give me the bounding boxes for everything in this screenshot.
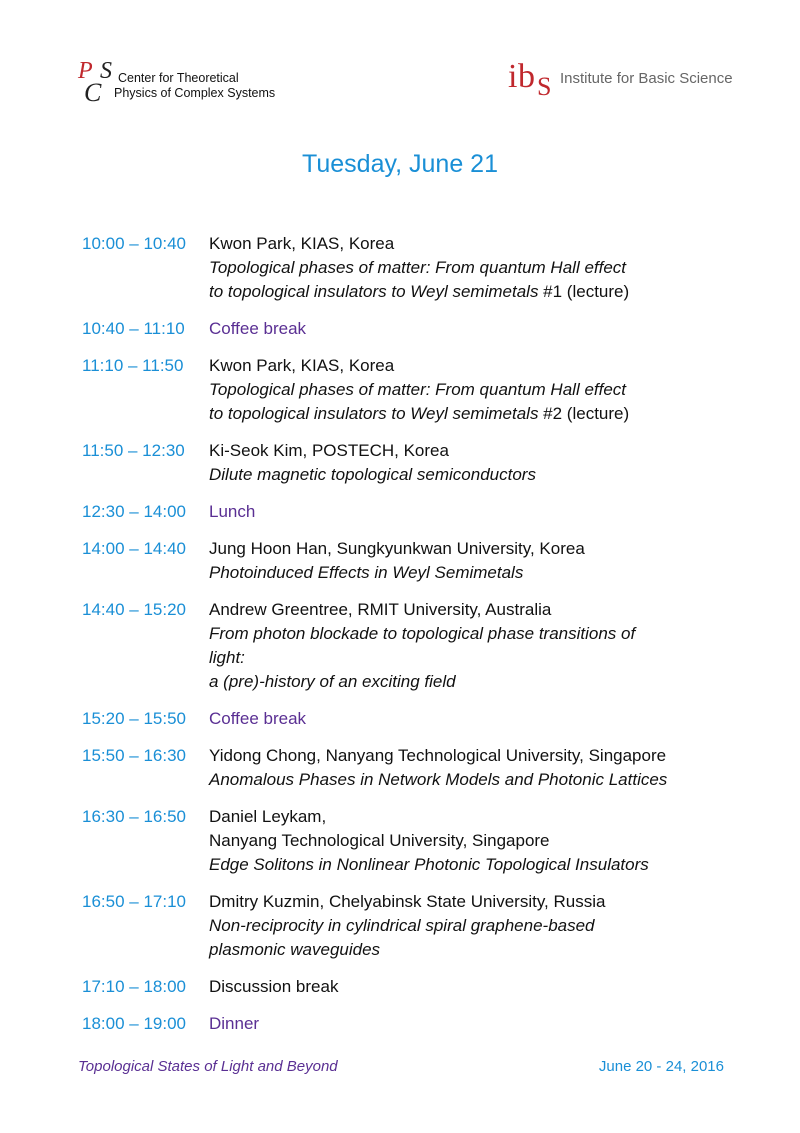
schedule-row xyxy=(82,975,762,999)
speaker-name: Andrew Greentree, RMIT University, Australia xyxy=(209,600,552,619)
speaker-name: Jung Hoon Han, Sungkyunkwan University, Korea xyxy=(209,539,585,558)
session-details xyxy=(209,500,762,524)
session-time: 11:10 – 11:50 xyxy=(82,356,184,375)
schedule-row xyxy=(82,1012,762,1036)
footer-event-name: Topological States of Light and Beyond xyxy=(78,1058,338,1075)
session-details xyxy=(209,354,762,426)
schedule-row xyxy=(82,354,762,426)
speaker-name: Yidong Chong, Nanyang Technological University, Singapore xyxy=(209,746,667,765)
session-time: 12:30 – 14:00 xyxy=(82,502,186,521)
pcs-logo-letter-p: P xyxy=(78,58,93,84)
talk-title-text: a (pre)-history of an exciting field xyxy=(209,672,456,691)
session-time: 14:40 – 15:20 xyxy=(82,600,186,619)
pcs-logo xyxy=(78,60,278,108)
session-details xyxy=(209,707,762,731)
speaker-name: Kwon Park, KIAS, Korea xyxy=(209,356,395,375)
session-time: 11:50 – 12:30 xyxy=(82,441,185,460)
talk-title-text: plasmonic waveguides xyxy=(209,940,381,959)
session-time: 15:20 – 15:50 xyxy=(82,709,186,728)
talk-title-line xyxy=(209,646,762,670)
talk-title-line xyxy=(209,768,762,792)
footer-dates: June 20 - 24, 2016 xyxy=(598,1058,724,1075)
session-time: 17:10 – 18:00 xyxy=(82,977,186,996)
session-details xyxy=(209,744,762,792)
break-label: Lunch xyxy=(209,502,256,521)
break-label: Dinner xyxy=(209,1014,260,1033)
talk-title-line xyxy=(209,402,762,426)
ibs-logo-mark xyxy=(508,58,558,102)
session-details xyxy=(209,232,762,304)
talk-title-text: Topological phases of matter: From quantum Hall effect xyxy=(209,380,627,399)
talk-title-line xyxy=(209,670,762,694)
speaker-name: Ki-Seok Kim, POSTECH, Korea xyxy=(209,441,449,460)
ibs-logo-text: Institute for Basic Science xyxy=(560,70,733,87)
talk-title-line xyxy=(209,378,762,402)
talk-title-text: Topological phases of matter: From quantum Hall effect xyxy=(209,258,627,277)
talk-title-text: From photon blockade to topological phase transitions of xyxy=(209,624,636,643)
schedule-row xyxy=(82,537,762,585)
session-details xyxy=(209,439,762,487)
talk-title-line xyxy=(209,622,762,646)
talk-title-line xyxy=(209,938,762,962)
session-time: 16:50 – 17:10 xyxy=(82,892,186,911)
pcs-logo-letter-s: S xyxy=(100,58,112,84)
schedule-row xyxy=(82,890,762,962)
talk-suffix: #1 (lecture) xyxy=(538,282,630,301)
schedule-row xyxy=(82,500,762,524)
session-details xyxy=(209,598,762,694)
schedule-row xyxy=(82,707,762,731)
break-label: Coffee break xyxy=(209,709,307,728)
talk-title-line xyxy=(209,914,762,938)
talk-title-line xyxy=(209,280,762,304)
talk-title-text: Non-reciprocity in cylindrical spiral graphene-based xyxy=(209,916,595,935)
talk-title-text: Anomalous Phases in Network Models and Photonic Lattices xyxy=(209,770,668,789)
session-time: 16:30 – 16:50 xyxy=(82,807,186,826)
session-details xyxy=(209,805,762,877)
ibs-logo xyxy=(508,58,738,102)
session-time: 15:50 – 16:30 xyxy=(82,746,186,765)
talk-title-text: to topological insulators to Weyl semimetals xyxy=(209,282,539,301)
schedule-list xyxy=(82,232,762,1049)
session-details xyxy=(209,890,762,962)
page-title: Tuesday, June 21 xyxy=(302,150,498,178)
pcs-logo-text xyxy=(114,71,276,101)
talk-title-line xyxy=(209,853,762,877)
ibs-logo-letter-s: S xyxy=(537,72,552,101)
talk-title-text: Edge Solitons in Nonlinear Photonic Topological Insulators xyxy=(209,855,649,874)
schedule-row xyxy=(82,439,762,487)
break-label: Discussion break xyxy=(209,977,339,996)
speaker-affiliation: Nanyang Technological University, Singapore xyxy=(209,831,550,850)
talk-title-text: to topological insulators to Weyl semimetals xyxy=(209,404,539,423)
speaker-name: Daniel Leykam, xyxy=(209,807,327,826)
session-details xyxy=(209,317,762,341)
session-details xyxy=(209,1012,762,1036)
break-label: Coffee break xyxy=(209,319,307,338)
ibs-logo-letter-i: i xyxy=(508,58,518,95)
talk-title-line xyxy=(209,561,762,585)
pcs-logo-letter-c: C xyxy=(84,78,102,107)
pcs-logo-line1: Center for Theoretical xyxy=(118,71,239,85)
talk-title-line xyxy=(209,463,762,487)
pcs-logo-line2: Physics of Complex Systems xyxy=(114,86,276,100)
talk-title-text: Dilute magnetic topological semiconductors xyxy=(209,465,536,484)
talk-title-text: light: xyxy=(209,648,245,667)
schedule-row xyxy=(82,317,762,341)
session-details xyxy=(209,975,762,999)
schedule-row xyxy=(82,232,762,304)
ibs-logo-letter-b: b xyxy=(518,58,535,95)
session-time: 10:00 – 10:40 xyxy=(82,234,186,253)
session-time: 18:00 – 19:00 xyxy=(82,1014,186,1033)
schedule-row xyxy=(82,805,762,877)
schedule-row xyxy=(82,744,762,792)
talk-title-line xyxy=(209,256,762,280)
talk-suffix: #2 (lecture) xyxy=(538,404,630,423)
speaker-name: Dmitry Kuzmin, Chelyabinsk State University, Russia xyxy=(209,892,606,911)
talk-title-text: Photoinduced Effects in Weyl Semimetals xyxy=(209,563,524,582)
session-time: 10:40 – 11:10 xyxy=(82,319,185,338)
schedule-row xyxy=(82,598,762,694)
session-time: 14:00 – 14:40 xyxy=(82,539,186,558)
speaker-name: Kwon Park, KIAS, Korea xyxy=(209,234,395,253)
session-details xyxy=(209,537,762,585)
